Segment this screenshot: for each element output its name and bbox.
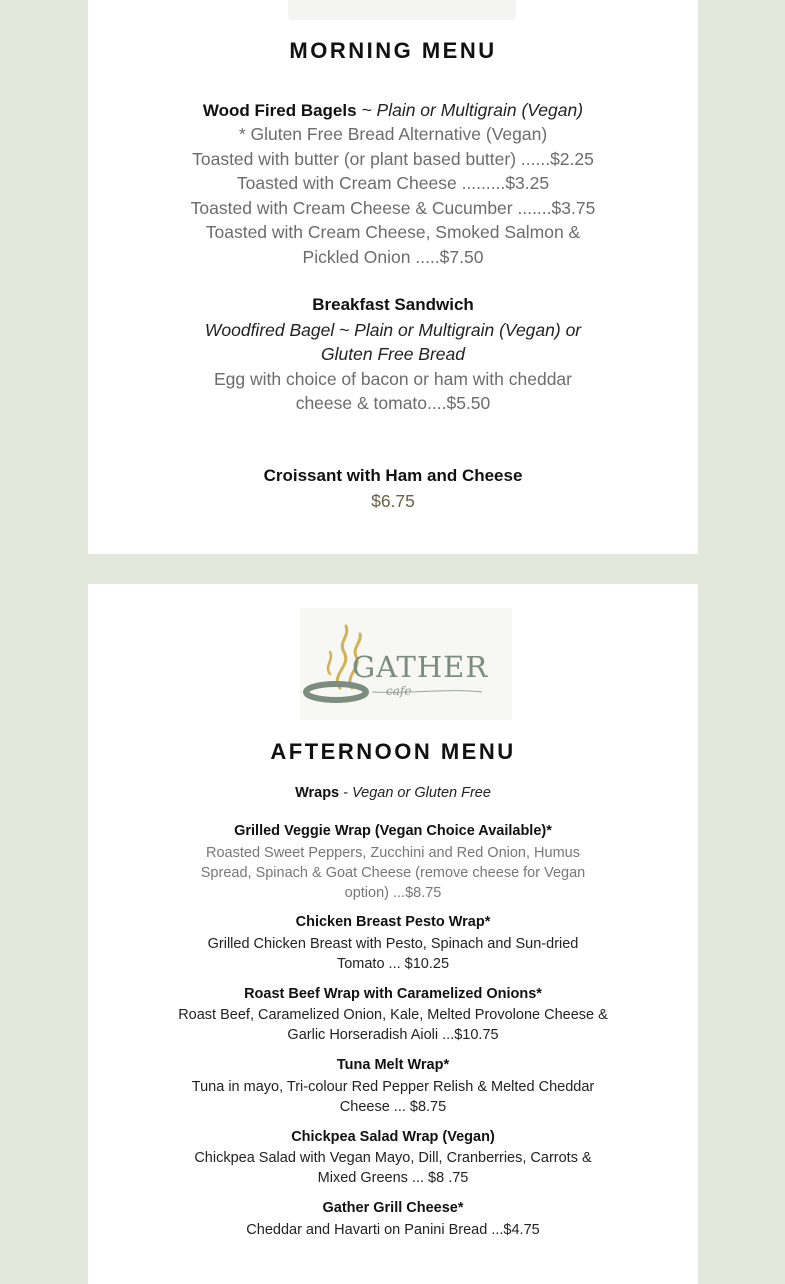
croissant-name: Croissant with Ham and Cheese xyxy=(263,466,523,485)
croissant-price: $6.75 xyxy=(371,490,415,511)
bagels-line-4: Toasted with Cream Cheese & Cucumber .......$3.75 xyxy=(190,197,596,218)
menu-item-desc: Spread, Spinach & Goat Cheese (remove cheese for Vegan xyxy=(200,865,586,881)
menu-item-desc: Cheddar and Havarti on Panini Bread ...$4.75 xyxy=(246,1222,540,1238)
menu-item-desc: option) ...$8.75 xyxy=(344,885,442,901)
sandwich-name: Breakfast Sandwich xyxy=(312,295,474,314)
morning-menu-title: MORNING MENU xyxy=(289,38,497,63)
logo-subtitle: cafe xyxy=(386,684,412,698)
bagels-options: ~ Plain or Multigrain (Vegan) xyxy=(356,100,584,120)
bagels-line-5: Toasted with Cream Cheese, Smoked Salmon & xyxy=(205,222,581,242)
sandwich-desc-1: Egg with choice of bacon or ham with cheddar xyxy=(214,368,572,389)
menu-item-name: Roast Beef Wrap with Caramelized Onions* xyxy=(244,986,542,1002)
menu-item-name: Gather Grill Cheese* xyxy=(322,1200,464,1216)
menu-item-name: Chickpea Salad Wrap (Vegan) xyxy=(291,1129,495,1145)
menu-item-desc: Roasted Sweet Peppers, Zucchini and Red Onion, Humus xyxy=(206,845,580,861)
afternoon-menu-title: AFTERNOON MENU xyxy=(270,739,516,764)
sandwich-options-1: Woodfired Bagel ~ Plain or Multigrain (Vegan) or xyxy=(204,319,582,340)
menu-item-desc: Grilled Chicken Breast with Pesto, Spinach and Sun-dried xyxy=(207,936,579,952)
bagels-line-6: Pickled Onion .....$7.50 xyxy=(302,246,484,267)
logo-wordmark: GATHER xyxy=(352,650,489,684)
sandwich-options-2: Gluten Free Bread xyxy=(321,344,465,364)
menu-item-desc: Tuna in mayo, Tri-colour Red Pepper Relish & Melted Cheddar xyxy=(191,1079,595,1095)
image-edge-strip xyxy=(288,0,516,20)
sandwich-desc-2: cheese & tomato....$5.50 xyxy=(295,393,491,413)
menu-item-desc: Mixed Greens ... $8 .75 xyxy=(317,1170,469,1186)
menu-item-desc: Tomato ... $10.25 xyxy=(336,956,450,972)
menu-item-name: Chicken Breast Pesto Wrap* xyxy=(295,914,491,930)
menu-item-name: Tuna Melt Wrap* xyxy=(336,1057,450,1073)
bagels-line-1: * Gluten Free Bread Alternative (Vegan) xyxy=(238,124,548,144)
gather-cafe-logo xyxy=(300,608,512,720)
bagels-heading xyxy=(88,98,698,124)
bagels-line-3: Toasted with Cream Cheese .........$3.25 xyxy=(236,173,550,193)
bagels-name: Wood Fired Bagels xyxy=(202,101,357,120)
menu-item-desc: Cheese ... $8.75 xyxy=(339,1099,447,1115)
menu-item-desc: Chickpea Salad with Vegan Mayo, Dill, Cranberries, Carrots & xyxy=(194,1150,592,1166)
wraps-label: Wraps xyxy=(295,785,340,801)
wraps-note: - Vegan or Gluten Free xyxy=(339,785,491,801)
menu-item-name: Grilled Veggie Wrap (Vegan Choice Available)* xyxy=(234,823,552,839)
morning-menu-card xyxy=(88,0,698,554)
menu-item-desc: Garlic Horseradish Aioli ...$10.75 xyxy=(287,1027,499,1043)
wraps-intro xyxy=(88,783,698,803)
afternoon-menu-card xyxy=(88,584,698,1284)
menu-item-desc: Roast Beef, Caramelized Onion, Kale, Melted Provolone Cheese & xyxy=(178,1007,608,1023)
bagels-line-2: Toasted with butter (or plant based butter) ......$2.25 xyxy=(192,148,594,169)
